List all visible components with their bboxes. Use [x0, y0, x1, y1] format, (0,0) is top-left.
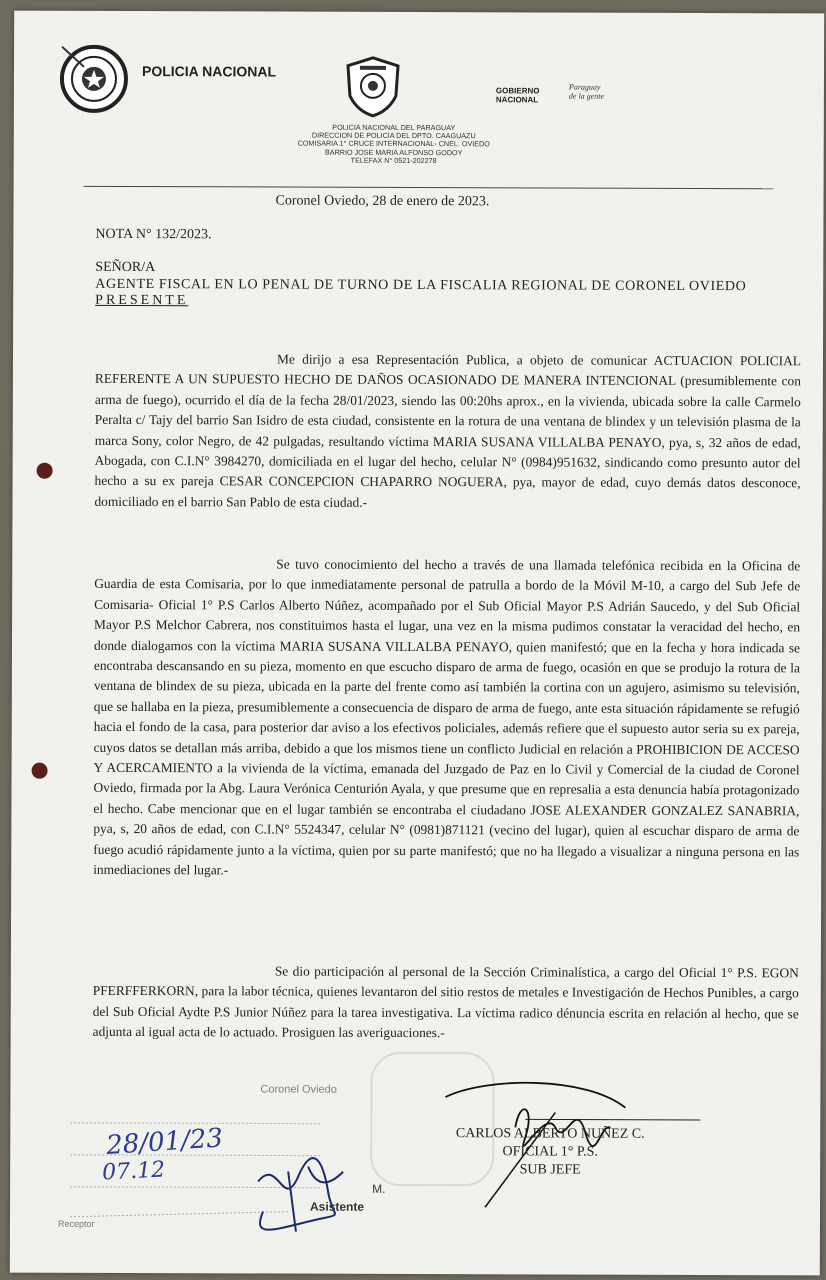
assistant-initial: M.: [372, 1181, 386, 1196]
date-line: Coronel Oviedo, 28 de enero de 2023.: [275, 193, 490, 210]
police-badge-icon: [344, 56, 402, 118]
signature-block: [430, 1125, 670, 1180]
reception-stamp-text: Coronel Oviedo: [260, 1083, 337, 1096]
addressee-line: AGENTE FISCAL EN LO PENAL DE TURNO DE LA FISCALIA REGIONAL DE CORONEL OVIEDO: [95, 276, 747, 294]
government-slogan: Paraguay de la gente: [568, 82, 605, 101]
presente: PRESENTE: [95, 292, 189, 309]
document-page: [10, 11, 824, 1276]
signer-role: SUB JEFE: [519, 1162, 581, 1178]
handwritten-time: 07.12: [101, 1157, 166, 1186]
signer-rank: OFICIAL 1° P.S.: [502, 1144, 598, 1160]
handwritten-date: 28/01/23: [105, 1123, 224, 1161]
header-divider: [84, 186, 774, 189]
institution-name: POLICIA NACIONAL: [141, 63, 277, 80]
salutation: SEÑOR/A: [95, 259, 156, 276]
signer-name: CARLOS ALBERTO NUÑEZ C.: [455, 1126, 645, 1142]
government-label: GOBIERNO NACIONAL: [495, 86, 540, 105]
receptor-label: Receptor: [57, 1218, 95, 1229]
institution-address: POLICIA NACIONAL DEL PARAGUAY DIRECCION DE POLICIA DEL DPTO. CAAGUAZU COMISARIA 1° CRUCE INTERNACIONAL- CNEL. OVIEDO BARRIO JOSE MARIA ALFONSO GODOY TELEFAX N° 0521-202278: [297, 122, 490, 165]
police-seal-icon: [58, 43, 130, 115]
binder-hole: [37, 463, 53, 479]
assistant-label: Asistente: [310, 1199, 365, 1214]
body-paragraph: Me dirijo a esa Representación Publica, a objeto de comunicar ACTUACION POLICIAL REFERENTE A UN SUPUESTO HECHO DE DAÑOS OCASIONADO DE MANERA INTENCIONAL (presumiblemente con arma de fuego), ocurrido el día de la fecha 28/01/2023, siendo las 00:20hs aprox., en la vivienda, ubicada sobre la calle Carmelo Peralta c/ Tajy del barrio San Isidro de esta ciudad, consistente en la rotura de una ventana de blindex y un televisión plasma de la marca Sony, color Negro, de 42 pulgadas, resultando víctima MARIA SUSANA VILLALBA PENAYO, pya, s, 32 años de edad, Abogada, con C.I.N° 3984270, domiciliada en el lugar del hecho, celular N° (0984)951632, sindicando como presunto autor del hecho a su ex pareja CESAR CONCEPCION CHAPARRO NOGUERA, pya, mayor de edad, cuyo demás datos desconoce, domiciliado en el barrio San Pablo de esta ciudad.-: [94, 351, 802, 510]
body-paragraph: Se dio participación al personal de la Sección Criminalística, a cargo del Oficial 1° P.S. EGON PFERFFERKORN, para la labor técnica, quienes levantaron del sitio restos de metales e Investigación de Hechos Punibles, a cargo del Sub Oficial Aydte P.S Junior Núñez para la tarea investigativa. La víctima radico dénuncia escrita en relación al hecho, que se adjunta al igual acta de lo actuado. Prosiguen las averiguaciones.-: [92, 963, 799, 1041]
assistant-signature: [238, 1151, 368, 1241]
binder-hole: [32, 763, 48, 779]
note-number: NOTA N° 132/2023.: [95, 226, 212, 243]
body-paragraph: Se tuvo conocimiento del hecho a través de una llamada telefónica recibida en la Oficina de Guardia de esta Comisaria, por lo que inmediatamente personal de patrulla a bordo de la Móvil M-10, a cargo del Sub Jefe de Comisaria- Oficial 1° P.S Carlos Alberto Núñez, acompañado por el Sub Oficial Mayor P.S Adrián Saucedo, y del Sub Oficial Mayor P.S Melchor Cabrera, nos constituimos hasta el lugar, una vez en la misma pudimos constatar la veracidad del hecho, en donde dialogamos con la víctima MARIA SUSANA VILLALBA PENAYO, quien manifestó; que en la fecha y hora indicada se encontraba descansando en su pieza, momento en que escucho disparo de arma de fuego, ocasión en que se produjo la rotura de la ventana de blindex de su pieza, ubicada en la parte del frente como así también la cortina con un agujero, asimismo su televisión, que se hallaba en la pieza, presumiblemente a consecuencia de disparo de arma de fuego, ante esta situación rápidamente se refugió hacia el fondo de la casa, para posterior dar aviso a los efectivos policiales, además refiere que el supuesto autor seria su ex pareja, cuyos datos se detallan más arriba, debido a que los mismos tiene un conflicto Judicial en relación a PROHIBICION DE ACCESO Y ACERCAMIENTO a la vivienda de la víctima, emanada del Juzgado de Paz en lo Civil y Comercial de la ciudad de Coronel Oviedo, firmada por la Abg. Laura Verónica Centurión Ayala, y que presume que en represalia a esta denuncia había protagonizado el hecho. Cabe mencionar que en el lugar también se encontraba el ciudadano JOSE ALEXANDER GONZALEZ SANABRIA, pya, s, 20 años de edad, con C.I.N° 5524347, celular N° (0981)871121 (vecino del lugar), quien al escuchar disparo de arma de fuego acudió rápidamente junto a la víctima, quien por su parte manifestó; que no ha llegado a visualizar a ninguna persona en las inmediaciones del lugar.-: [93, 556, 801, 878]
addressee-block: [95, 260, 775, 312]
